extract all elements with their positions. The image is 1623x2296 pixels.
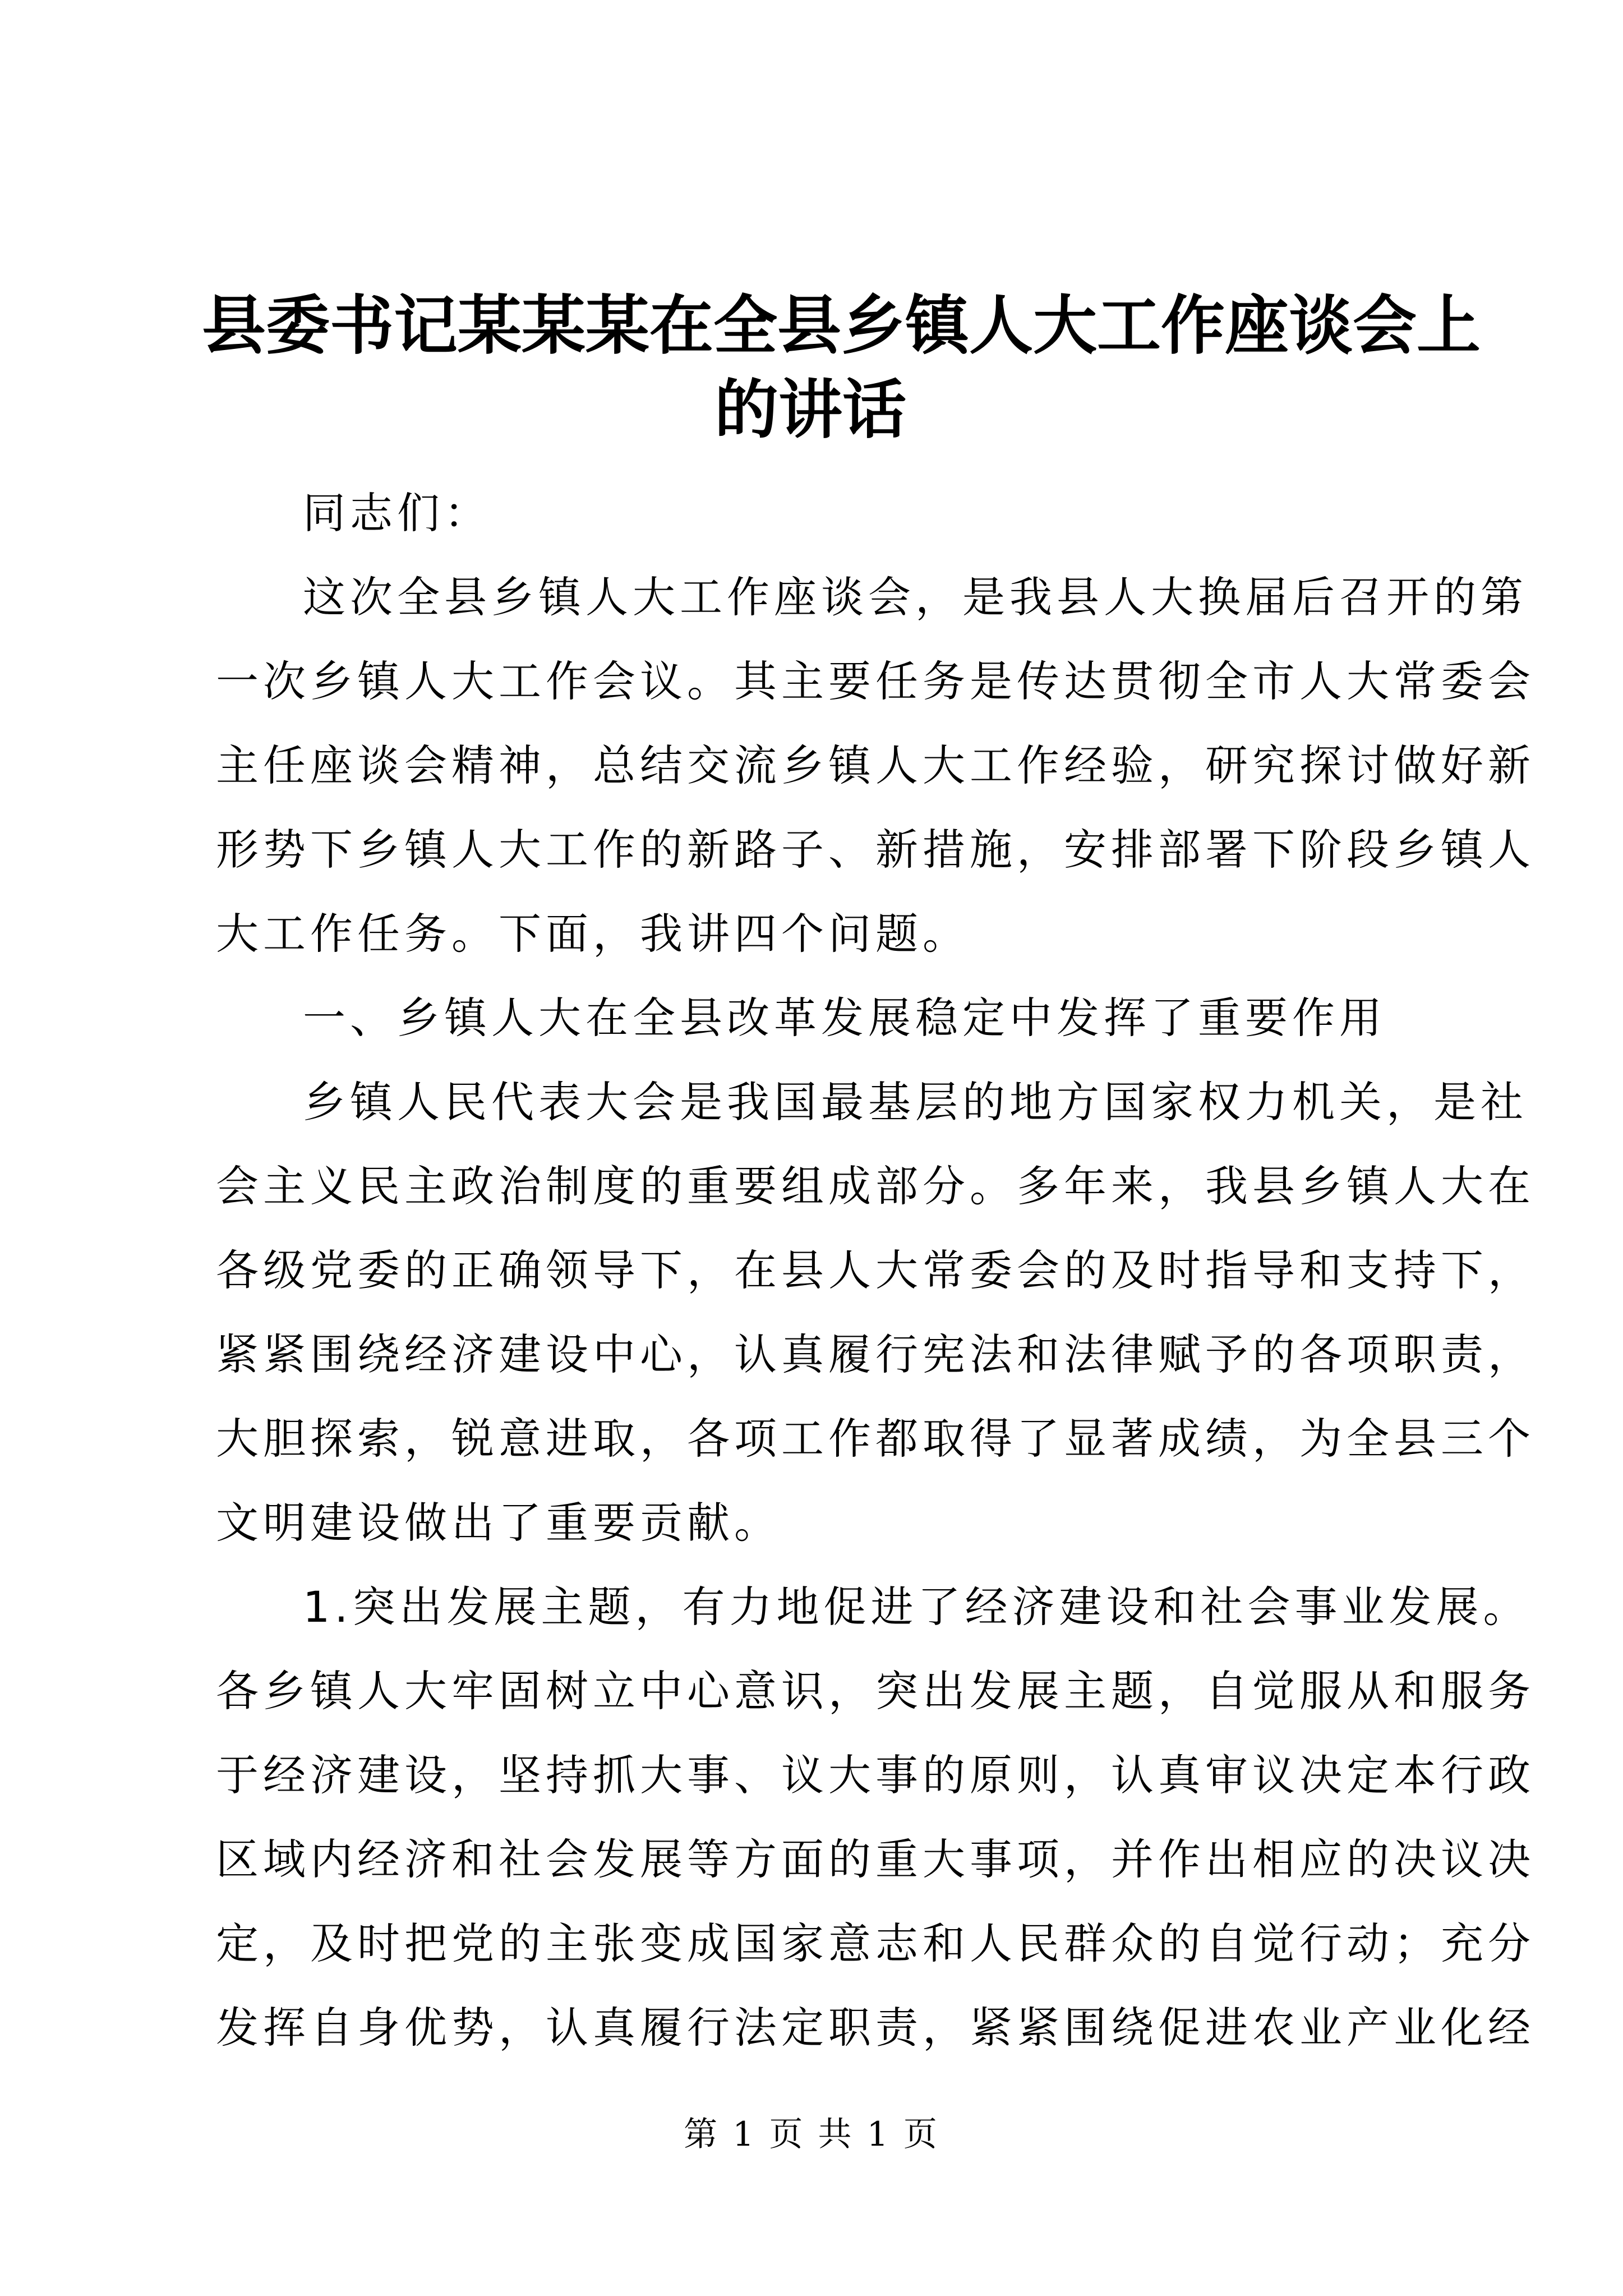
body-line: 区域内经济和社会发展等方面的重大事项，并作出相应的决议决: [216, 1834, 1535, 1884]
body-line: 这次全县乡镇人大工作座谈会，是我县人大换届后召开的第: [303, 572, 1528, 622]
body-line: 一次乡镇人大工作会议。其主要任务是传达贯彻全市人大常委会: [216, 656, 1535, 706]
document-title-line-1: 县委书记某某某在全县乡镇人大工作座谈会上: [202, 288, 1481, 363]
body-line: 主任座谈会精神，总结交流乡镇人大工作经验，研究探讨做好新: [216, 740, 1535, 790]
body-line: 定，及时把党的主张变成国家意志和人民群众的自觉行动；充分: [216, 1918, 1535, 1968]
body-line: 紧紧围绕经济建设中心，认真履行宪法和法律赋予的各项职责，: [216, 1329, 1535, 1379]
page-number-footer: 第 1 页 共 1 页: [684, 2115, 939, 2154]
body-line: 于经济建设，坚持抓大事、议大事的原则，认真审议决定本行政: [216, 1750, 1535, 1800]
document-title-line-2: 的讲话: [714, 372, 906, 447]
salutation: 同志们：: [303, 488, 491, 538]
body-line: 文明建设做出了重要贡献。: [216, 1498, 781, 1548]
subsection-heading: 1.突出发展主题，有力地促进了经济建设和社会事业发展。: [303, 1582, 1530, 1632]
section-heading: 一、乡镇人大在全县改革发展稳定中发挥了重要作用: [303, 993, 1386, 1043]
body-line: 各乡镇人大牢固树立中心意识，突出发展主题，自觉服从和服务: [216, 1666, 1535, 1716]
body-line: 形势下乡镇人大工作的新路子、新措施，安排部署下阶段乡镇人: [216, 825, 1535, 875]
body-line: 大胆探索，锐意进取，各项工作都取得了显著成绩，为全县三个: [216, 1414, 1535, 1464]
body-line: 发挥自身优势，认真履行法定职责，紧紧围绕促进农业产业化经: [216, 2003, 1535, 2053]
body-line: 会主义民主政治制度的重要组成部分。多年来，我县乡镇人大在: [216, 1161, 1535, 1211]
body-line: 各级党委的正确领导下，在县人大常委会的及时指导和支持下，: [216, 1245, 1535, 1295]
body-line: 大工作任务。下面，我讲四个问题。: [216, 909, 970, 959]
body-line: 乡镇人民代表大会是我国最基层的地方国家权力机关，是社: [303, 1077, 1528, 1127]
